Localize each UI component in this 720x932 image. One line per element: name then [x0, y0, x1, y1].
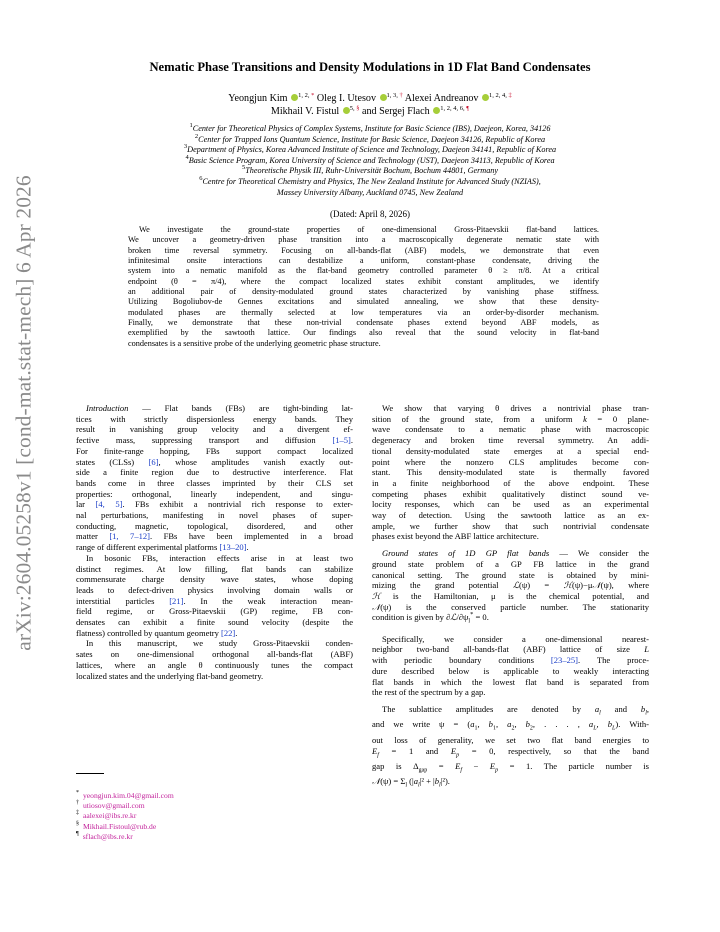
affiliation-number: 4: [185, 153, 189, 161]
date-line: (Dated: April 8, 2026): [330, 209, 410, 219]
body-text-line: out loss of generality, we set two flat band energies to: [372, 734, 649, 745]
body-text-line: degeneracy and broken time reversal symmetry. An addi-: [372, 435, 649, 446]
citation-link[interactable]: [13–20]: [219, 542, 247, 553]
body-text-line: locity responses, which can be used as an experimental: [372, 499, 649, 510]
body-text-line: 𝒩(ψ) = $\Sigma_l$ $(|a_l|^2 + |b_l|^2)$.: [372, 776, 450, 790]
citation-link[interactable]: [21]: [169, 595, 184, 606]
body-text-line: distinct regimes. At low filling, flat bands can stabilize: [76, 563, 353, 574]
body-text-line: wave condensate to a nematic phase with macroscopic: [372, 424, 649, 435]
footnote: [76, 811, 353, 821]
abstract-line: We investigate the ground-state properties of one-dimensional Gross-Pitaevskii flat-band lattices.: [139, 225, 599, 234]
body-text-line: We show that varying θ drives a nontrivial phase tran-: [382, 403, 649, 413]
author-affiliation-marks: 5, §: [349, 105, 360, 112]
author-affiliation-marks: 1, 2, 4, 6, ¶: [440, 105, 470, 112]
citation-link[interactable]: [1–5]: [332, 435, 351, 446]
email-link[interactable]: aalexei@ibs.re.kr: [83, 811, 137, 821]
author-name: Mikhail V. Fistul: [270, 106, 340, 117]
footnote-mark-link[interactable]: ¶: [466, 105, 470, 112]
body-text-line: and we write $\psi = (a_1$, $b_1$, $a_2$, $b_2$, . . . , $a_L$, $b_L$). With-: [372, 719, 649, 733]
abstract-line: infinitesimal onsite interactions can destabilize a uniform, constant-phase condensate, driving the: [128, 256, 599, 266]
body-text-line: interstitial particles [21]. In the weak interaction mean-: [76, 595, 353, 606]
body-text-line: mizing the grand potential ℒ(ψ) = ℋ(ψ)−μ𝒩(ψ), where: [372, 580, 649, 591]
footnote: [76, 801, 353, 811]
body-text-line: canonical setting. The ground state is obtained by mini-: [372, 569, 649, 580]
arxiv-identifier[interactable]: arXiv:2604.05258v1 [cond-mat.stat-mech] 6 Apr 2026: [11, 174, 36, 651]
body-text-line: nal perturbations, manifesting in novel phases of super-: [76, 510, 353, 521]
body-text-line: In this manuscript, we study Gross-Pitaevskii conden-: [86, 638, 353, 649]
body-text-line: matter [1, 7–12]. FBs have been implemented in a broad: [76, 531, 353, 542]
body-text-line: For finite-range hopping, FBs support compact localized: [76, 445, 353, 456]
abstract-line: exemplified by the sawtooth lattice. Our findings also reveal that the sound velocity in flat-band: [128, 328, 599, 338]
author-affiliation-marks: 1, 2, 4, ‡: [489, 92, 512, 99]
body-text-line: commensurate charge density wave states, whose doping: [76, 574, 353, 585]
abstract-line: system into a nematic manifold as the flat-band geometry controlled parameter θ ≥ π/8. At a critical: [128, 266, 599, 276]
author-affiliation-marks: 1, 3, †: [386, 92, 403, 99]
email-link[interactable]: sflach@ibs.re.kr: [82, 831, 133, 841]
author-line-2: [60, 105, 680, 118]
body-text-line: Specifically, we consider a one-dimensional nearest-: [382, 633, 649, 644]
body-text-line: lar [4, 5]. FBs exhibit a nontrivial rich response to exter-: [76, 499, 353, 510]
affiliation: $^2$Center for Trapped Ions Quantum Science, Institute for Basic Science, Daejeon 34126, Republic of Korea: [194, 132, 546, 144]
email-link[interactable]: utiosov@gmail.com: [83, 801, 145, 811]
footnote-mark: ¶: [76, 830, 79, 837]
footnote: [76, 822, 353, 832]
orcid-icon[interactable]: [380, 94, 387, 101]
body-text-line: sates on one-dimensional orthogonal all-bands-flat (ABF): [76, 649, 353, 660]
author-name: Yeongjun Kim: [228, 93, 288, 104]
email-link[interactable]: Mikhail.Fistoul@rub.de: [83, 821, 157, 831]
body-text-line: fective mass, suppressing transport and diffusion [1–5].: [76, 435, 353, 446]
body-text-line: result in vanishing group velocity and a divergent ef-: [76, 424, 353, 435]
abstract-line: endpoint (θ = π/4), where the compact localized states exhibit constant amplitudes, we identify: [128, 276, 599, 286]
affiliation-number: 2: [194, 132, 199, 140]
footnote-mark-link[interactable]: §: [356, 105, 360, 112]
footnote-mark-link[interactable]: †: [399, 92, 403, 99]
body-text-line: in a finite neighborhood of the above endpoint. These: [372, 477, 649, 488]
body-text-line: field regime, or Gross-Pitaevskii (GP) regime, FB con-: [76, 606, 353, 617]
citation-link[interactable]: [1, 7–12]: [109, 531, 150, 542]
affiliation-number: 3: [183, 143, 188, 151]
body-text-line: 𝒩(ψ) is the conserved particle number. The stationarity: [372, 601, 649, 612]
abstract-line: Utilizing Bogoliubov-de Gennes excitations and simulated annealing, we show that these density-: [128, 297, 599, 307]
abstract-line: condensates is a sensitive probe of the underlying geometric phase structure.: [128, 338, 381, 348]
footnote-mark: †: [76, 800, 79, 807]
affiliation: Massey University Albany, Auckland 0745, New Zealand: [276, 187, 464, 197]
citation-link[interactable]: [6]: [148, 456, 159, 467]
body-text-line: Ground states of 1D GP flat bands — We consider the: [382, 548, 649, 559]
body-text-line: lattices, where an angle θ continuously tunes the compact: [76, 659, 353, 670]
body-text-line: with periodic boundary conditions [23–25]. The proce-: [372, 655, 649, 666]
body-text-line: stant. This density-modulated state is thermally favored: [372, 467, 649, 478]
abstract: [128, 225, 599, 349]
author-name: Alexei Andreanov: [404, 93, 479, 104]
body-text-line: flatness) controlled by quantum geometry [22].: [76, 627, 238, 638]
paper-title: Nematic Phase Transitions and Density Modulations in 1D Flat Band Condensates: [149, 60, 591, 74]
body-text-line: way of detection. Using the sawtooth lattice as an ex-: [372, 510, 649, 521]
orcid-icon[interactable]: [482, 94, 489, 101]
body-text-line: neighbor two-band all-bands-flat (ABF) lattice of size L: [372, 644, 649, 655]
body-text-line: dure described below is applicable to weakly interacting: [372, 665, 649, 676]
affiliation: $^6$Centre for Theoretical Chemistry and Physics, The New Zealand Institute for Advanced Study (NZIAS),: [199, 174, 541, 186]
affiliation: $^1$Center for Theoretical Physics of Complex Systems, Institute for Basic Science (IBS), Daejeon, Korea, 34126: [189, 122, 551, 133]
affiliation: $^5$Theoretische Physik III, Ruhr-Universität Bochum, Bochum 44801, Germany: [241, 164, 499, 176]
abstract-line: modulated phases are thermally selected at low temperatures via an order-by-disorder mechanism.: [128, 307, 599, 317]
footnote-mark: §: [76, 820, 79, 827]
email-link[interactable]: yeongjun.kim.04@gmail.com: [83, 791, 174, 800]
body-text-line: In bosonic FBs, interaction effects arise in at least two: [86, 552, 353, 563]
footnote: [76, 832, 353, 842]
left-column-body: [76, 403, 353, 681]
affiliations: [60, 124, 680, 198]
body-text-line: conducting, magnetic, topological, disordered, and other: [76, 520, 353, 531]
footnote-mark-link[interactable]: *: [311, 92, 315, 99]
affiliation-number: 5: [241, 164, 246, 172]
footnote-rule: [76, 773, 104, 774]
author-list: [60, 92, 680, 118]
footnote: [76, 791, 353, 801]
affiliation-number: 1: [189, 122, 193, 129]
footnote-mark: ‡: [76, 810, 79, 817]
body-text-line: $E_f = 1$ and $E_p = 0$, respectively, so that the band: [372, 745, 649, 759]
author-name: Sergej Flach: [379, 106, 430, 117]
body-text-line: sition of the ground state, from a uniform k = 0 plane-: [372, 413, 649, 424]
body-text-line: states (CLSs) [6], whose amplitudes vanish exactly out-: [76, 456, 353, 467]
body-text-line: ample, we further show that such nontrivial condensate: [372, 520, 649, 531]
footnotes: [76, 791, 353, 842]
body-text-line: bands come in three classes imprinted by their CLS set: [76, 477, 353, 488]
citation-link[interactable]: [4, 5]: [95, 499, 123, 510]
body-text-line: The sublattice amplitudes are denoted by $a_l$ and $b_l$,: [382, 703, 649, 717]
body-text-line: ℋ is the Hamiltonian, μ is the chemical potential, and: [372, 590, 649, 601]
author-line-1: [60, 92, 680, 105]
body-text-line: flat bands in which the lowest flat band is separated from: [372, 676, 649, 687]
footnote-mark-link[interactable]: ‡: [508, 92, 512, 99]
body-text-line: leads to defect-driven physics involving domain walls or: [76, 584, 353, 595]
body-text-line: condition is given by $\partial ℒ/\partial\psi_l^* = 0$.: [372, 612, 489, 626]
body-text-line: tices with strictly dispersionless energy bands. They: [76, 413, 353, 424]
orcid-icon[interactable]: [291, 94, 298, 101]
abstract-line: We uncover a geometry-driven phase transition into a macroscopically degenerate nematic state with: [128, 235, 599, 245]
footnote-mark: *: [76, 790, 79, 796]
affiliation-number: 6: [199, 174, 203, 182]
body-text-line: ground state problem of a GP FB lattice in the grand: [372, 558, 649, 569]
arxiv-sidebar: [6, 175, 42, 650]
affiliation: $^4$Basic Science Program, Korea University of Science and Technology (UST), Daejeon 34113, Republic of Korea: [185, 153, 555, 165]
author-affiliation-marks: 1, 2, *: [298, 92, 315, 99]
orcid-icon[interactable]: [343, 107, 350, 114]
body-text-line: range of different experimental platforms [13–20].: [76, 542, 249, 553]
author-name: Oleg I. Utesov: [316, 93, 376, 104]
abstract-line: Finally, we demonstrate that these non-trivial condensate phases extend beyond ABF models, as: [128, 318, 599, 328]
body-text-line: phases exist beyond the ABF lattice architecture.: [372, 531, 539, 542]
body-text-line: Introduction — Flat bands (FBs) are tight-binding lat-: [86, 403, 353, 413]
right-column-body: [372, 403, 649, 792]
body-text-line: point where the nonzero CLS amplitudes become con-: [372, 456, 649, 467]
citation-link[interactable]: [23–25]: [550, 655, 578, 666]
body-text-line: the rest of the spectrum by a gap.: [372, 687, 486, 698]
affiliation: $^3$Department of Physics, Korea Advanced Institute of Science and Technology, Daejeon 34141, Republic of Korea: [183, 143, 557, 155]
body-text-line: localized states and the underlying flat-band geometry.: [76, 670, 264, 681]
body-text-line: densates can exhibit a finite sound velocity (despite the: [76, 617, 353, 628]
body-text-line: gap is $\Delta_{gap} = E_f - E_p = 1$. The particle number is: [372, 760, 649, 774]
citation-link[interactable]: [22]: [221, 627, 236, 638]
body-text-line: side a finite region due to destructive interference. Flat: [76, 467, 353, 478]
abstract-line: broken time reversal symmetry. Focusing on all-bands-flat (ABF) models, we demonstrate that even: [128, 245, 599, 255]
abstract-line: an additional pair of density-modulated ground states characterized by vanishing phase stiffness.: [128, 287, 599, 297]
author-conjunction: and: [359, 106, 380, 117]
body-text-line: tional density-modulated state emerges at a special end-: [372, 445, 649, 456]
body-text-line: properties: orthogonal, linearly independent, and singu-: [76, 488, 353, 499]
body-text-line: competing phases exhibit qualitatively distinct sound ve-: [372, 488, 649, 499]
